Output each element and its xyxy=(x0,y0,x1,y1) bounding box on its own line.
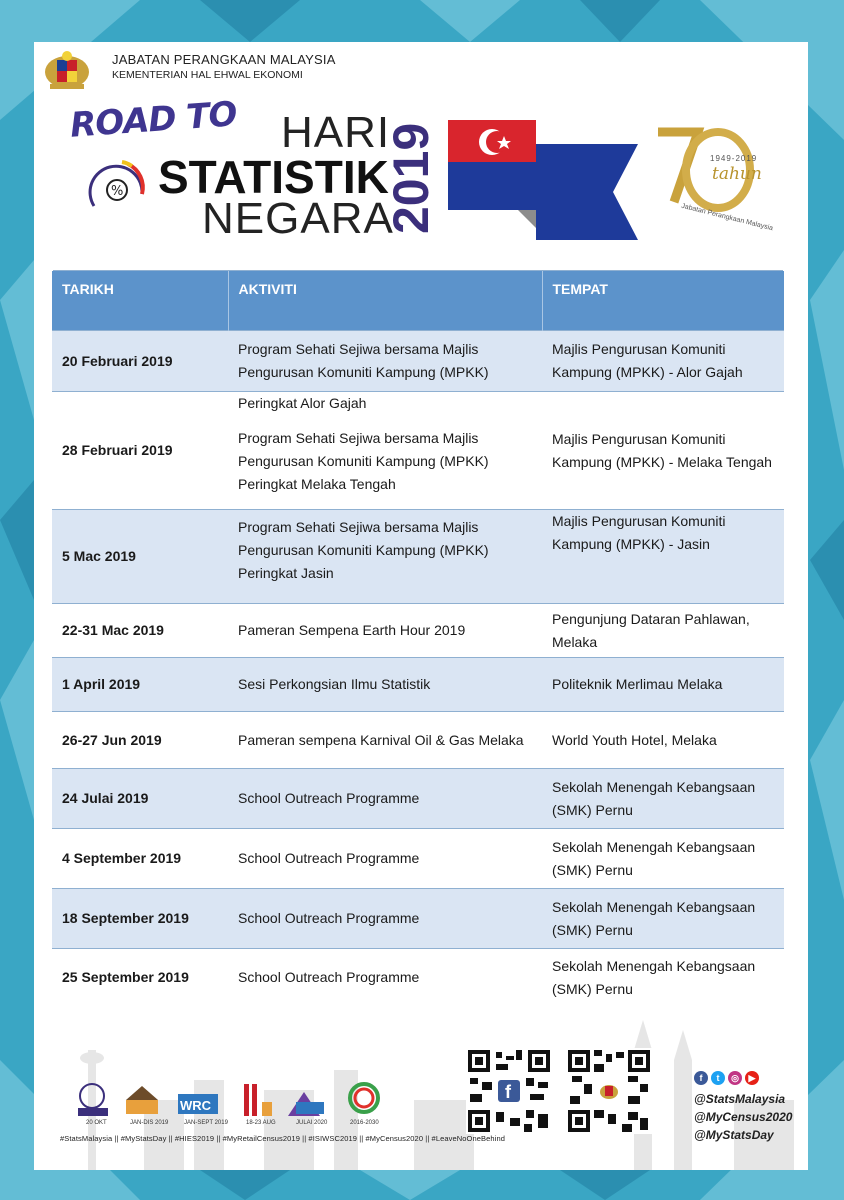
row-activity: School Outreach Programme xyxy=(228,829,542,889)
row-date: 1 April 2019 xyxy=(52,658,228,712)
title-year: 2019 xyxy=(383,122,439,234)
row-place: Majlis Pengurusan Komuniti Kampung (MPKK) - Alor Gajah xyxy=(542,331,784,392)
campaign-logo-strip xyxy=(74,1078,394,1134)
coat-of-arms-icon xyxy=(42,48,92,92)
row-activity-cell xyxy=(228,392,542,510)
row-date: 4 September 2019 xyxy=(52,829,228,889)
column-header-aktiviti: AKTIVITI xyxy=(228,271,542,331)
logo-label-isi: 18-23 AUG xyxy=(246,1120,276,1126)
melaka-flag-ribbon xyxy=(448,120,648,240)
hashtags: #StatsMalaysia || #MyStatsDay || #HIES2019 || #MyRetailCensus2019 || #ISIWSC2019 || #MyCensus2020 || #LeaveNoOneBehind xyxy=(60,1134,505,1143)
table-row xyxy=(52,604,784,658)
logo-label-hari-statistik: 20 OKT xyxy=(86,1120,107,1126)
handle-mycensus2020[interactable]: @MyCensus2020 xyxy=(694,1110,793,1124)
ministry-name: KEMENTERIAN HAL EHWAL EKONOMI xyxy=(112,69,303,81)
row-place: Sekolah Menengah Kebangsaan (SMK) Pernu xyxy=(542,889,784,949)
row-place: Sekolah Menengah Kebangsaan (SMK) Pernu xyxy=(542,949,784,1007)
table-row xyxy=(52,889,784,949)
row-activity: Sesi Perkongsian Ilmu Statistik xyxy=(228,658,542,712)
facebook-icon[interactable]: f xyxy=(694,1071,708,1085)
social-icons xyxy=(694,1068,762,1086)
row-place: World Youth Hotel, Melaka xyxy=(542,712,784,769)
poster-card xyxy=(34,42,808,1170)
table-row xyxy=(52,331,784,392)
website-qr-code-icon xyxy=(566,1048,652,1134)
row-date: 28 Februari 2019 xyxy=(52,392,228,510)
logo-label-sdg: 2016-2030 xyxy=(350,1120,379,1126)
table-row xyxy=(52,392,784,510)
row-date: 26-27 Jun 2019 xyxy=(52,712,228,769)
row-date: 5 Mac 2019 xyxy=(52,510,228,604)
table-row xyxy=(52,658,784,712)
row-date: 24 Julai 2019 xyxy=(52,769,228,829)
table-row xyxy=(52,769,784,829)
row-date: 25 September 2019 xyxy=(52,949,228,1007)
row-date: 20 Februari 2019 xyxy=(52,331,228,392)
handle-statsmalaysia[interactable]: @StatsMalaysia xyxy=(694,1092,786,1106)
row-activity-pre: Peringkat Alor Gajah xyxy=(238,395,367,411)
road-to-text: ROAD TO xyxy=(68,94,238,146)
activity-table xyxy=(52,271,784,1007)
row-activity: School Outreach Programme xyxy=(228,949,542,1007)
organisation-block xyxy=(112,52,336,81)
column-header-tarikh: TARIKH xyxy=(52,271,228,331)
table-header-row xyxy=(52,271,784,331)
table-row xyxy=(52,510,784,604)
row-activity: Program Sehati Sejiwa bersama Majlis Pengurusan Komuniti Kampung (MPKK) Peringkat Melaka Tengah xyxy=(238,430,489,492)
table-row xyxy=(52,829,784,889)
campaign-logos xyxy=(74,1074,394,1134)
title-negara: NEGARA xyxy=(202,194,394,243)
svg-text:WRC: WRC xyxy=(180,1098,212,1113)
row-place: Sekolah Menengah Kebangsaan (SMK) Pernu xyxy=(542,829,784,889)
row-place: Pengunjung Dataran Pahlawan, Melaka xyxy=(542,604,784,658)
handle-mystatsday[interactable]: @MyStatsDay xyxy=(694,1128,774,1142)
instagram-icon[interactable]: ◎ xyxy=(728,1071,742,1085)
svg-text:f: f xyxy=(505,1082,511,1102)
anniversary-org: Jabatan Perangkaan Malaysia xyxy=(680,202,774,233)
youtube-icon[interactable]: ▶ xyxy=(745,1071,759,1085)
org-name: JABATAN PERANGKAAN MALAYSIA xyxy=(112,52,336,67)
row-activity: School Outreach Programme xyxy=(228,769,542,829)
logo-label-banci: JULAI 2020 xyxy=(296,1120,328,1126)
facebook-qr-code-icon xyxy=(466,1048,552,1134)
row-place: Majlis Pengurusan Komuniti Kampung (MPKK) - Jasin xyxy=(542,510,784,604)
row-activity: Pameran Sempena Earth Hour 2019 xyxy=(228,604,542,658)
logo-label-hies: JAN-DIS 2019 xyxy=(130,1120,169,1126)
anniversary-word: tahun xyxy=(712,164,762,184)
row-activity: Program Sehati Sejiwa bersama Majlis Pengurusan Komuniti Kampung (MPKK) Peringkat Jasin xyxy=(228,510,542,604)
row-activity: Pameran sempena Karnival Oil & Gas Melaka xyxy=(228,712,542,769)
row-place: Politeknik Merlimau Melaka xyxy=(542,658,784,712)
anniversary-years: 1949-2019 xyxy=(710,154,758,163)
svg-text:%: % xyxy=(111,184,124,199)
twitter-icon[interactable]: t xyxy=(711,1071,725,1085)
row-activity: Program Sehati Sejiwa bersama Majlis Pengurusan Komuniti Kampung (MPKK) xyxy=(228,331,542,392)
row-date: 22-31 Mac 2019 xyxy=(52,604,228,658)
column-header-tempat: TEMPAT xyxy=(542,271,784,331)
row-activity: School Outreach Programme xyxy=(228,889,542,949)
row-place: Sekolah Menengah Kebangsaan (SMK) Pernu xyxy=(542,769,784,829)
logo-label-wrc: JAN-SEPT 2019 xyxy=(184,1120,228,1126)
statistics-gauge-icon xyxy=(84,154,150,220)
title-hari: HARI xyxy=(281,108,391,157)
title-statistik: STATISTIK xyxy=(158,151,389,203)
table-row xyxy=(52,949,784,1007)
row-date: 18 September 2019 xyxy=(52,889,228,949)
row-place: Majlis Pengurusan Komuniti Kampung (MPKK) - Melaka Tengah xyxy=(542,392,784,510)
table-row xyxy=(52,712,784,769)
